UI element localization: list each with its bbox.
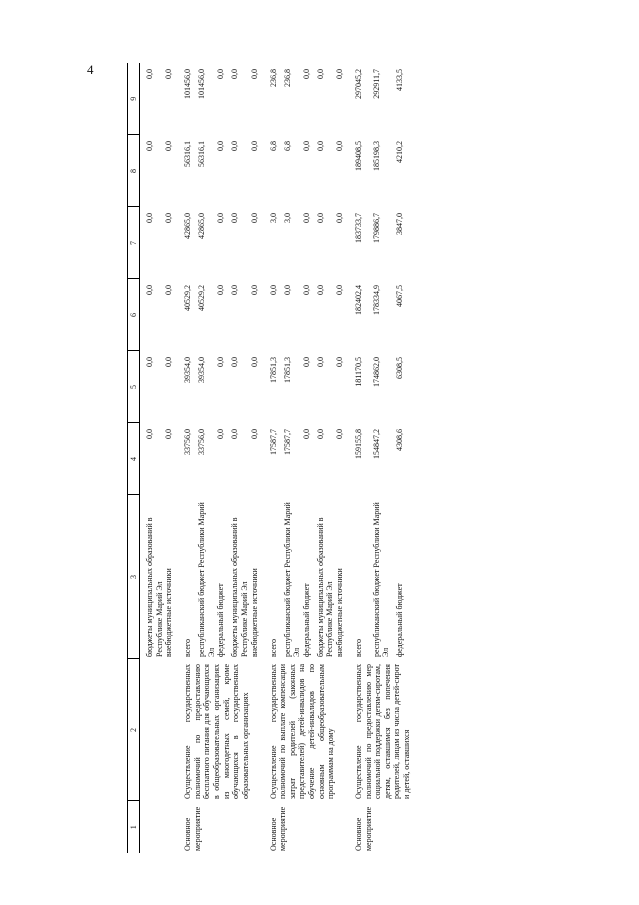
amount-cell: 236,8: [268, 69, 278, 87]
amount-cell: 0,0: [249, 141, 259, 151]
amount-cell: 183733,7: [353, 213, 363, 243]
amount-cell: 0,0: [301, 69, 311, 79]
funding-source-cell: республиканский бюджет Республики Марий Эл: [282, 502, 302, 657]
amount-cell: 0,0: [315, 357, 325, 367]
event-type-cell: Основное мероприятие: [353, 806, 373, 851]
amount-cell: 56316,1: [197, 141, 207, 167]
event-type-cell: Основное мероприятие: [183, 806, 202, 851]
col-header: 8: [128, 135, 140, 207]
funding-source-cell: бюджеты муниципальных образований в Республике Марий Эл: [145, 517, 164, 657]
funding-source-cell: всего: [268, 638, 278, 657]
funding-source-cell: федеральный бюджет: [216, 583, 226, 657]
funding-source-cell: внебюджетные источники: [334, 568, 344, 657]
amount-cell: 39354,0: [183, 357, 193, 383]
amount-cell: 40529,2: [183, 285, 193, 311]
col-header: 5: [128, 351, 140, 423]
amount-cell: 0,0: [230, 213, 240, 223]
amount-cell: 0,0: [230, 429, 240, 439]
amount-cell: 33756,0: [183, 429, 193, 455]
amount-cell: 182402,4: [353, 285, 363, 315]
amount-cell: 174862,0: [371, 357, 381, 387]
amount-cell: 42865,0: [197, 213, 207, 239]
amount-cell: 0,0: [301, 213, 311, 223]
amount-cell: 292911,7: [371, 69, 381, 99]
event-type-cell: Основное мероприятие: [268, 806, 288, 851]
amount-cell: 0,0: [164, 285, 174, 295]
amount-cell: 0,0: [230, 285, 240, 295]
amount-cell: 0,0: [282, 285, 292, 295]
amount-cell: 0,0: [249, 285, 259, 295]
funding-source-cell: бюджеты муниципальных образований в Республике Марий Эл: [230, 517, 249, 657]
amount-cell: 0,0: [249, 357, 259, 367]
amount-cell: 6,8: [282, 141, 292, 151]
amount-cell: 17851,3: [268, 357, 278, 383]
table-body: [140, 63, 412, 853]
event-description-cell: [140, 659, 179, 801]
amount-cell: 0,0: [249, 213, 259, 223]
funding-source-cell: всего: [353, 638, 363, 657]
amount-cell: 0,0: [145, 213, 154, 223]
amount-cell: 0,0: [216, 141, 226, 151]
funding-source-cell: внебюджетные источники: [249, 568, 259, 657]
amount-cell: 101456,0: [183, 69, 193, 99]
amount-cell: 297045,2: [353, 69, 363, 99]
amount-cell: 0,0: [315, 69, 325, 79]
col-header: 7: [128, 207, 140, 279]
amount-cell: 101456,0: [197, 69, 207, 99]
amount-cell: 0,0: [145, 285, 154, 295]
funding-source-cell: федеральный бюджет: [394, 583, 404, 657]
amount-cell: 159155,8: [353, 429, 363, 459]
page-number: 4: [87, 62, 94, 77]
amount-cell: 3,0: [268, 213, 278, 223]
amount-cell: 3847,0: [394, 213, 404, 235]
amount-cell: 0,0: [230, 69, 240, 79]
amount-cell: 4133,5: [394, 69, 404, 91]
amount-cell: 185198,3: [371, 141, 381, 171]
budget-table: [127, 63, 412, 853]
amount-cell: 40529,2: [197, 285, 207, 311]
funding-source-cell: всего: [183, 638, 193, 657]
amount-cell: 17587,7: [282, 429, 292, 455]
amount-cell: 42865,0: [183, 213, 193, 239]
amount-cell: 4067,5: [394, 285, 404, 307]
col-header: 1: [128, 801, 140, 853]
amount-cell: 39354,0: [197, 357, 207, 383]
amount-cell: 0,0: [164, 357, 174, 367]
header-row: [128, 63, 140, 853]
amount-cell: 0,0: [301, 357, 311, 367]
amount-cell: 0,0: [249, 429, 259, 439]
amount-cell: 0,0: [164, 69, 174, 79]
amount-cell: 17587,7: [268, 429, 278, 455]
amount-cell: 0,0: [315, 141, 325, 151]
rotated-table-container: [127, 63, 527, 853]
amount-cell: 4308,6: [394, 429, 404, 451]
amount-cell: 33756,0: [197, 429, 207, 455]
event-description-cell: Осуществление государственных полномочий по предоставлению бесплатного питания для обучающихся в общеобразовательных организациях из многодетных семей, кроме обучающихся в государственных образовательных организациях: [183, 664, 250, 799]
amount-cell: 0,0: [216, 213, 226, 223]
amount-cell: 0,0: [216, 285, 226, 295]
amount-cell: 178334,9: [371, 285, 381, 315]
col-header: 9: [128, 63, 140, 135]
amount-cell: 0,0: [268, 285, 278, 295]
amount-cell: 0,0: [315, 213, 325, 223]
amount-cell: 154847,2: [371, 429, 381, 459]
amount-cell: 0,0: [216, 69, 226, 79]
amount-cell: 0,0: [334, 69, 344, 79]
amount-cell: 0,0: [334, 141, 344, 151]
amount-cell: 0,0: [164, 429, 174, 439]
amount-cell: 0,0: [249, 69, 259, 79]
amount-cell: 0,0: [164, 213, 174, 223]
amount-cell: 0,0: [145, 357, 154, 367]
amount-cell: 0,0: [230, 357, 240, 367]
col-header: 3: [128, 495, 140, 659]
amount-cell: 6308,5: [394, 357, 404, 379]
funding-source-cell: бюджеты муниципальных образований в Республике Марий Эл: [315, 517, 335, 657]
amount-cell: 0,0: [334, 213, 344, 223]
amount-cell: 0,0: [301, 285, 311, 295]
event-description-cell: Осуществление государственных полномочий по выплате компенсации затрат родителей (законных представителей) детей-инвалидов на обучение детей-инвалидов по основным общеобразовательным программам на дому: [268, 664, 336, 799]
funding-source-cell: федеральный бюджет: [301, 583, 311, 657]
amount-cell: 0,0: [145, 141, 154, 151]
event-type-cell: [140, 801, 179, 853]
amount-cell: 0,0: [315, 285, 325, 295]
amount-cell: 6,8: [268, 141, 278, 151]
amount-cell: 0,0: [315, 429, 325, 439]
amount-cell: 0,0: [334, 429, 344, 439]
amount-cell: 0,0: [145, 69, 154, 79]
amount-cell: 0,0: [216, 357, 226, 367]
amount-cell: 17851,3: [282, 357, 292, 383]
table-row: [140, 63, 165, 853]
funding-source-cell: республиканский бюджет Республики Марий Эл: [197, 502, 216, 657]
amount-cell: 0,0: [145, 429, 154, 439]
col-header: 4: [128, 423, 140, 495]
amount-cell: 0,0: [301, 429, 311, 439]
amount-cell: 0,0: [230, 141, 240, 151]
amount-cell: 0,0: [334, 285, 344, 295]
col-header: 6: [128, 279, 140, 351]
amount-cell: 56316,1: [183, 141, 193, 167]
amount-cell: 0,0: [301, 141, 311, 151]
table-row: [264, 63, 283, 853]
amount-cell: 236,8: [282, 69, 292, 87]
amount-cell: 0,0: [216, 429, 226, 439]
amount-cell: 189408,5: [353, 141, 363, 171]
amount-cell: 179886,7: [371, 213, 381, 243]
amount-cell: 181170,5: [353, 357, 363, 387]
funding-source-cell: республиканский бюджет Республики Марий Эл: [371, 502, 391, 657]
funding-source-cell: внебюджетные источники: [164, 568, 174, 657]
amount-cell: 4210,2: [394, 141, 404, 163]
col-header: 2: [128, 659, 140, 801]
table-row: [178, 63, 197, 853]
event-description-cell: Осуществление государственных полномочий по предоставлению мер социальной поддержки детям-сиротам, детям, оставшимся без попечения родителей, лицам из числа детей-сирот и детей, оставшихся: [353, 664, 411, 799]
amount-cell: 3,0: [282, 213, 292, 223]
amount-cell: 0,0: [164, 141, 174, 151]
amount-cell: 0,0: [334, 357, 344, 367]
table-row: [349, 63, 372, 853]
